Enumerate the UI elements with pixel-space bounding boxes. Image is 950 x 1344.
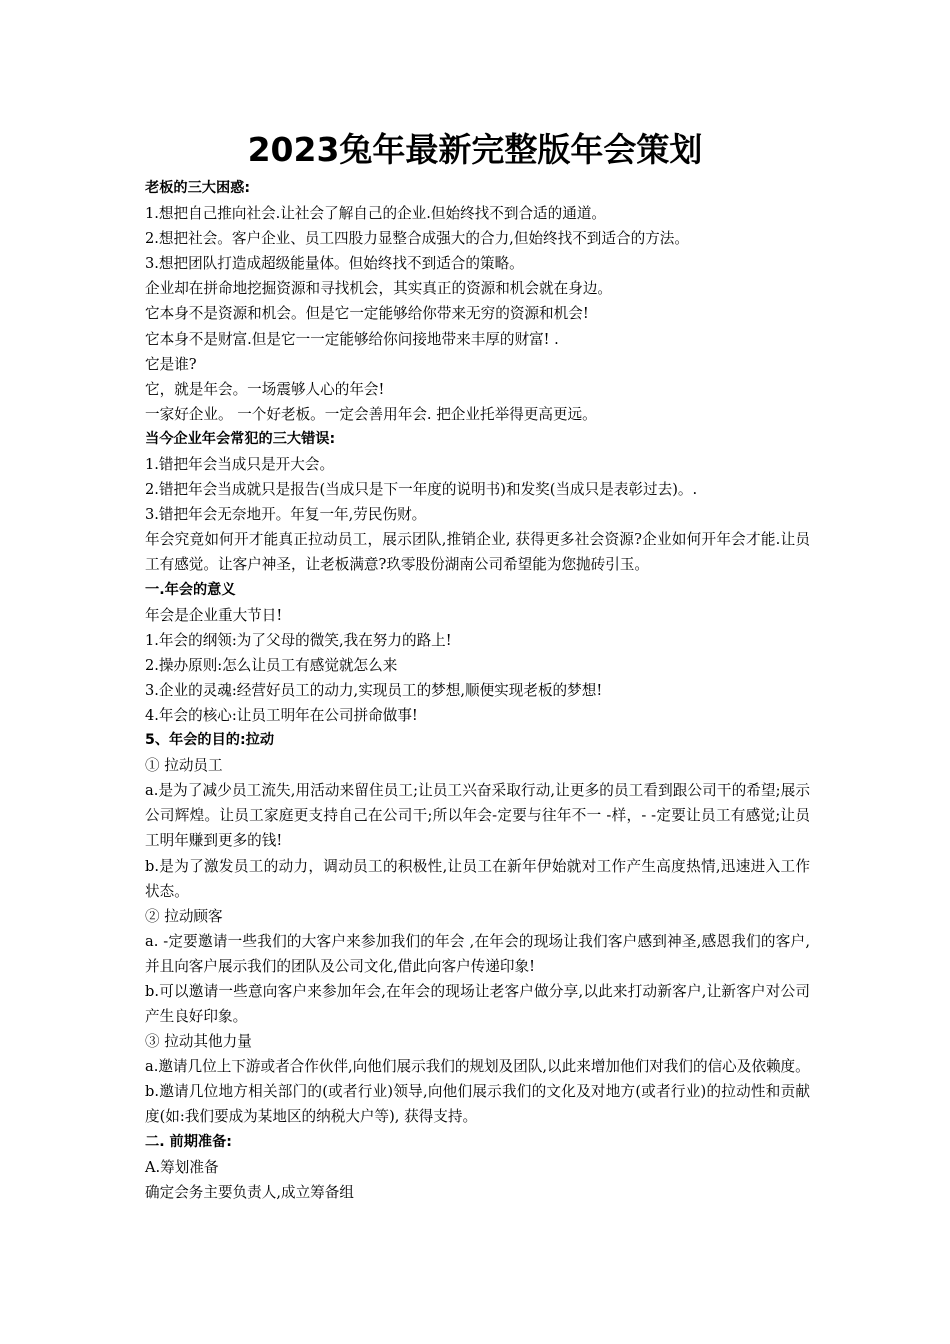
section-heading: 老板的三大困惑: [145,180,250,196]
text-line: 它本身不是财富.但是它一一定能够给你问接地带来丰厚的财富! . [145,330,559,348]
text-line: 1.年会的纲领:为了父母的微笑,我在努力的路上! [145,631,452,649]
text-line: 一家好企业。 一个好老板。一定会善用年会. 把企业托举得更高更远。 [145,405,597,423]
paragraph: 年会究竟如何开才能真正拉动员工，展示团队,推销企业, 获得更多社会资源?企业如何开年会才能.让员工有感觉。让客户神圣，让老板满意?玖零股份湖南公司希望能为您抛砖引玉。 [145,531,810,574]
text-line: 4.年会的核心:让员工明年在公司拼命做事! [145,706,418,724]
text-line: 它本身不是资源和机会。但是它一定能够给你带来无穷的资源和机会! [145,305,589,323]
text-line: 2.想把社会。客户企业、员工四股力显整合成强大的合力,但始终找不到适合的方法。 [145,230,689,248]
text-line: 年会是企业重大节日! [145,606,283,624]
sub-heading: ② 拉动顾客 [145,907,223,925]
paragraph: b.可以邀请一些意向客户来参加年会,在年会的现场让老客户做分享,以此来打动新客户,让新客户对公司产生良好印象。 [145,983,810,1026]
section-heading: 当今企业年会常犯的三大错误: [145,430,336,447]
section-heading: 5、年会的目的:拉动 [145,732,275,749]
document-title: 2023兔年最新完整版年会策划 [247,130,703,169]
text-line: 2.错把年会当成就只是报告(当成只是下一年度的说明书)和发奖(当成只是表彰过去)。. [145,481,698,499]
text-line: 3.错把年会无奈地开。年复一年,劳民伤财。 [145,506,427,524]
text-line: 3.想把团队打造成超级能量体。但始终找不到适合的策略。 [145,255,524,273]
text-line: 1.想把自己推向社会.让社会了解自己的企业.但始终找不到合适的通道。 [145,205,607,223]
text-line: 3.企业的灵魂:经营好员工的动力,实现员工的梦想,顺便实现老板的梦想! [145,681,603,699]
section-heading: 二. 前期准备: [145,1133,232,1150]
text-line: 它是谁? [145,355,197,373]
paragraph: b.是为了激发员工的动力，调动员工的积极性,让员工在新年伊始就对工作产生高度热情,迅速进入工作状态。 [145,857,810,900]
document-body [145,176,810,1205]
section-heading: 一.年会的意义 [145,581,236,598]
text-line: 1.错把年会当成只是开大会。 [145,456,335,474]
paragraph: a. -定要邀请一些我们的大客户来参加我们的年会 ,在年会的现场让我们客户感到神圣,感恩我们的客户,并且向客户展示我们的团队及公司文化,借此向客户传递印象! [145,932,810,975]
text-line: 它，就是年会。一场震够人心的年会! [145,380,385,398]
text-line: 企业却在拼命地挖掘资源和寻找机会，其实真正的资源和机会就在身边。 [145,280,613,298]
text-line: A.筹划准备 [145,1158,219,1176]
paragraph: b.邀请几位地方相关部门的(或者行业)领导,向他们展示我们的文化及对地方(或者行业)的拉动性和贡献度(如:我们要成为某地区的纳税大户等), 获得支持。 [145,1083,810,1126]
text-line: 确定会务主要负责人,成立筹备组 [145,1183,354,1201]
paragraph: a.邀请几位上下游或者合作伙伴,向他们展示我们的规划及团队,以此来增加他们对我们的信心及依赖度。 [145,1058,810,1076]
text-line: 2.操办原则:怎么让员工有感觉就怎么来 [145,656,398,674]
paragraph: a.是为了减少员工流失,用活动来留住员工;让员工兴奋采取行动,让更多的员工看到跟公司干的希望;展示公司辉煌。让员工家庭更支持自己在公司干;所以年会-定要与往年不一 -样，- -定要让员工有感觉;让员工明年赚到更多的钱! [145,782,810,850]
sub-heading: ① 拉动员工 [145,757,223,775]
sub-heading: ③ 拉动其他力量 [145,1033,252,1051]
